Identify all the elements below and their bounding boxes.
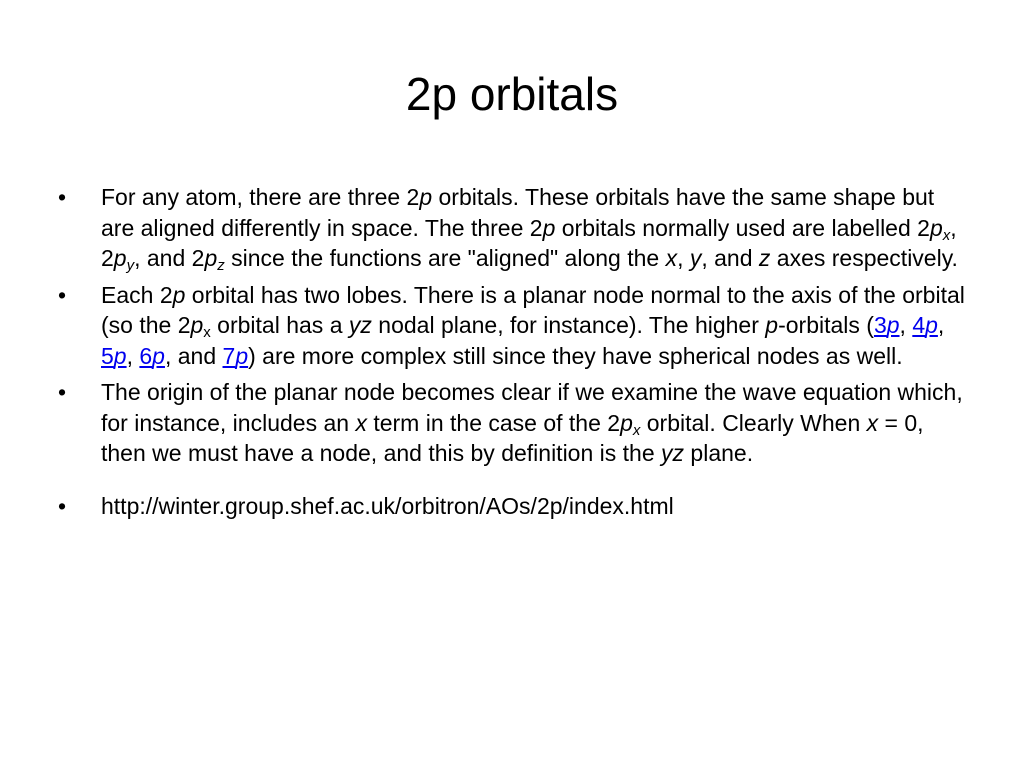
slide-title: 2p orbitals xyxy=(405,68,619,120)
italic-run: p xyxy=(172,281,186,308)
bullet-item xyxy=(58,182,970,274)
text-run: , xyxy=(899,312,913,338)
italic-run: p xyxy=(765,312,779,338)
italic-run: yz xyxy=(661,440,685,466)
text-run: The origin of the planar node becomes clear if we examine the wave equation which, for instance, includes an xyxy=(101,379,963,436)
text-run: , xyxy=(677,245,690,271)
italic-run: p xyxy=(929,214,943,241)
text-run: term in the case of the 2 xyxy=(366,409,621,436)
text-run: plane. xyxy=(684,440,754,466)
text-run: orbital has two lobes. There is a planar node normal to the axis of the orbital (so the 2 xyxy=(101,281,965,338)
text-run: since the functions are "aligned" along the xyxy=(224,245,666,271)
bullet-list xyxy=(58,182,970,527)
source-url: http://winter.group.shef.ac.uk/orbitron/AOs/2p/index.html xyxy=(101,492,674,519)
bullet-marker: • xyxy=(58,379,67,405)
bullet-marker: • xyxy=(58,281,67,308)
text-run: , and xyxy=(164,342,223,369)
text-run: orbital has a xyxy=(210,312,349,338)
bullet-item xyxy=(58,280,970,372)
text-run: , 2 xyxy=(101,214,957,271)
italic-run: x xyxy=(866,409,879,436)
text-run: orbitals normally used are labelled 2 xyxy=(555,214,930,241)
italic-run: p xyxy=(620,409,633,436)
italic-run: p xyxy=(204,245,218,271)
bullet-item xyxy=(58,491,970,522)
bullet-marker: • xyxy=(58,184,67,210)
link-7p[interactable]: 7p xyxy=(222,342,249,369)
subscript-run: x xyxy=(632,421,641,439)
italic-run: p xyxy=(190,312,204,338)
italic-run: y xyxy=(689,245,702,271)
text-run: , and 2 xyxy=(134,245,205,271)
link-3p[interactable]: 3p xyxy=(873,312,900,338)
bullet-marker: • xyxy=(58,492,67,519)
subscript-run: x xyxy=(942,226,951,244)
text-run: For any atom, there are three 2 xyxy=(101,184,420,210)
text-run: , and xyxy=(701,245,759,271)
subscript-run: x xyxy=(203,324,211,341)
link-5p[interactable]: 5p xyxy=(101,342,127,369)
bullet-item xyxy=(58,377,970,469)
text-run: orbital. Clearly When xyxy=(640,409,867,436)
italic-run: z xyxy=(758,245,771,271)
link-6p[interactable]: 6p xyxy=(139,342,165,369)
text-run: Each 2 xyxy=(101,281,173,308)
text-run: ) are more complex still since they have spherical nodes as well. xyxy=(248,342,903,369)
italic-run: x xyxy=(355,409,367,436)
italic-run: p xyxy=(542,214,556,241)
subscript-run: z xyxy=(217,257,225,274)
text-run: , xyxy=(937,312,945,338)
text-run: = 0, then we must have a node, and this by definition is the xyxy=(101,409,924,466)
italic-run: p xyxy=(113,245,127,271)
text-run: , xyxy=(126,342,140,369)
text-run: axes respectively. xyxy=(770,245,958,271)
text-run: -orbitals ( xyxy=(778,312,874,338)
text-run: nodal plane, for instance). The higher xyxy=(371,312,766,338)
italic-run: x xyxy=(665,245,678,271)
text-run: orbitals. These orbitals have the same shape but are aligned differently in space. The three 2 xyxy=(101,184,935,241)
subscript-run: y xyxy=(126,257,135,274)
italic-run: yz xyxy=(348,312,372,338)
link-4p[interactable]: 4p xyxy=(912,312,938,338)
italic-run: p xyxy=(419,184,433,210)
